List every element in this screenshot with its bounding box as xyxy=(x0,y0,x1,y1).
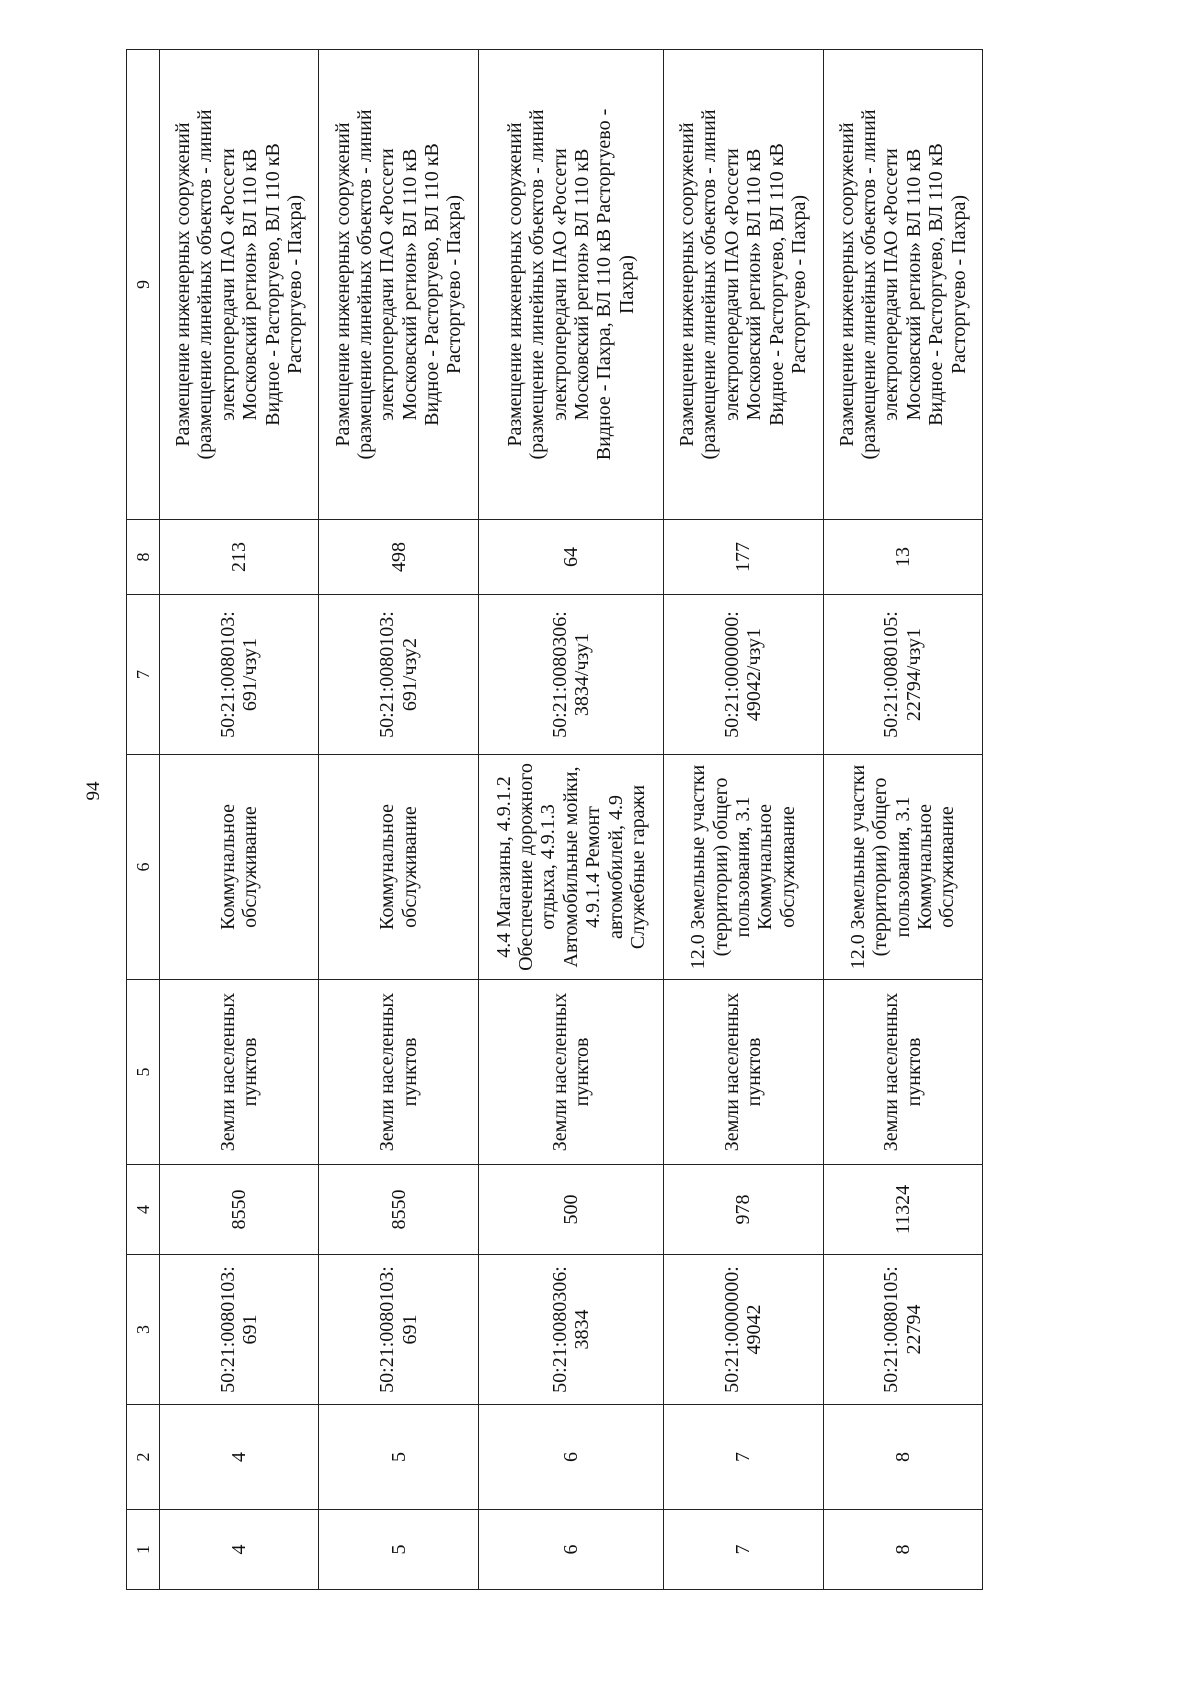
row-number-cell: 7 xyxy=(664,1510,823,1590)
permitted-use-cell: Коммунальное обслуживание xyxy=(160,755,319,980)
item-number-cell: 8 xyxy=(823,1405,983,1510)
area-cell: 8550 xyxy=(319,1165,478,1255)
item-number-cell: 6 xyxy=(478,1405,663,1510)
permitted-use-cell: 12.0 Земельные участки (территории) общего пользования, 3.1 Коммунальное обслуживание xyxy=(823,755,983,980)
col-header: 3 xyxy=(127,1255,160,1405)
table-row xyxy=(664,50,823,1590)
col-header: 1 xyxy=(127,1510,160,1590)
purpose-cell: Размещение инженерных сооружений (размещение линейных объектов - линий электропередачи ПАО «Россети Московский регион» ВЛ 110 кВ Видное - Пахра, ВЛ 110 кВ Расторгуево - Пахра) xyxy=(478,50,663,520)
land-category-cell: Земли населенных пунктов xyxy=(160,980,319,1165)
land-plots-table xyxy=(126,49,983,1590)
part-area-cell: 177 xyxy=(664,520,823,595)
purpose-cell: Размещение инженерных сооружений (размещение линейных объектов - линий электропередачи ПАО «Россети Московский регион» ВЛ 110 кВ Видное - Расторгуево, ВЛ 110 кВ Расторгуево - Пахра) xyxy=(319,50,478,520)
row-number-cell: 6 xyxy=(478,1510,663,1590)
col-header: 5 xyxy=(127,980,160,1165)
permitted-use-cell: 12.0 Земельные участки (территории) общего пользования, 3.1 Коммунальное обслуживание xyxy=(664,755,823,980)
area-cell: 8550 xyxy=(160,1165,319,1255)
table-row xyxy=(160,50,319,1590)
cadastral-number-cell: 50:21:0080103: 691 xyxy=(319,1255,478,1405)
part-area-cell: 498 xyxy=(319,520,478,595)
col-header: 6 xyxy=(127,755,160,980)
purpose-cell: Размещение инженерных сооружений (размещение линейных объектов - линий электропередачи ПАО «Россети Московский регион» ВЛ 110 кВ Видное - Расторгуево, ВЛ 110 кВ Расторгуево - Пахра) xyxy=(160,50,319,520)
part-number-cell: 50:21:0080103: 691/чзу2 xyxy=(319,595,478,755)
row-number-cell: 4 xyxy=(160,1510,319,1590)
row-number-cell: 8 xyxy=(823,1510,983,1590)
land-category-cell: Земли населенных пунктов xyxy=(478,980,663,1165)
permitted-use-cell: 4.4 Магазины, 4.9.1.2 Обеспечение дорожного отдыха, 4.9.1.3 Автомобильные мойки, 4.9.1.4 Ремонт автомобилей, 4.9 Служебные гаражи xyxy=(478,755,663,980)
cadastral-number-cell: 50:21:0000000: 49042 xyxy=(664,1255,823,1405)
row-number-cell: 5 xyxy=(319,1510,478,1590)
col-header: 7 xyxy=(127,595,160,755)
item-number-cell: 5 xyxy=(319,1405,478,1510)
table-row xyxy=(478,50,663,1590)
header-row xyxy=(127,50,160,1590)
part-number-cell: 50:21:0080306: 3834/чзу1 xyxy=(478,595,663,755)
part-number-cell: 50:21:0000000: 49042/чзу1 xyxy=(664,595,823,755)
rotated-table-container xyxy=(126,50,983,1590)
purpose-cell: Размещение инженерных сооружений (размещение линейных объектов - линий электропередачи ПАО «Россети Московский регион» ВЛ 110 кВ Видное - Расторгуево, ВЛ 110 кВ Расторгуево - Пахра) xyxy=(823,50,983,520)
land-category-cell: Земли населенных пунктов xyxy=(319,980,478,1165)
col-header: 9 xyxy=(127,50,160,520)
part-area-cell: 13 xyxy=(823,520,983,595)
item-number-cell: 4 xyxy=(160,1405,319,1510)
area-cell: 978 xyxy=(664,1165,823,1255)
area-cell: 500 xyxy=(478,1165,663,1255)
cadastral-number-cell: 50:21:0080306: 3834 xyxy=(478,1255,663,1405)
item-number-cell: 7 xyxy=(664,1405,823,1510)
area-cell: 11324 xyxy=(823,1165,983,1255)
page-number: 94 xyxy=(83,781,104,801)
land-category-cell: Земли населенных пунктов xyxy=(664,980,823,1165)
part-area-cell: 64 xyxy=(478,520,663,595)
purpose-cell: Размещение инженерных сооружений (размещение линейных объектов - линий электропередачи ПАО «Россети Московский регион» ВЛ 110 кВ Видное - Расторгуево, ВЛ 110 кВ Расторгуево - Пахра) xyxy=(664,50,823,520)
permitted-use-cell: Коммунальное обслуживание xyxy=(319,755,478,980)
part-area-cell: 213 xyxy=(160,520,319,595)
part-number-cell: 50:21:0080103: 691/чзу1 xyxy=(160,595,319,755)
col-header: 8 xyxy=(127,520,160,595)
part-number-cell: 50:21:0080105: 22794/чзу1 xyxy=(823,595,983,755)
cadastral-number-cell: 50:21:0080103: 691 xyxy=(160,1255,319,1405)
col-header: 4 xyxy=(127,1165,160,1255)
col-header: 2 xyxy=(127,1405,160,1510)
table-row xyxy=(319,50,478,1590)
table-row xyxy=(823,50,983,1590)
cadastral-number-cell: 50:21:0080105: 22794 xyxy=(823,1255,983,1405)
land-category-cell: Земли населенных пунктов xyxy=(823,980,983,1165)
